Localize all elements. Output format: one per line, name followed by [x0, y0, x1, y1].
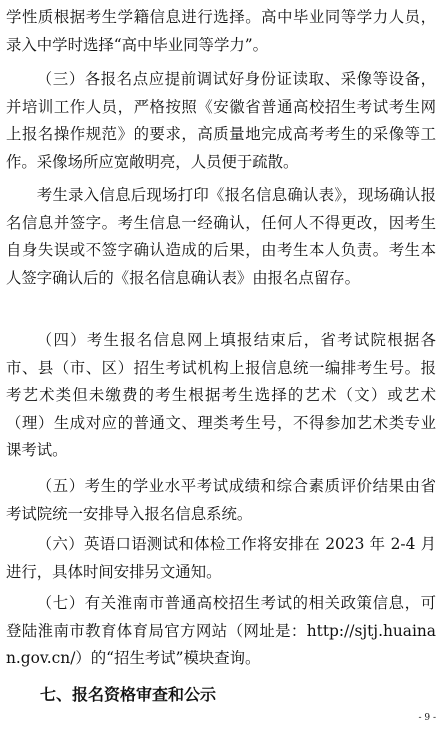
section-heading: 七、报名资格审查和公示 [40, 685, 217, 704]
paragraph-3: 考生录入信息后现场打印《报名信息确认表》，现场确认报名信息并签字。考生信息一经确认，任何人不得更改，因考生自身失误或不签字确认造成的后果，由考生本人负责。考生本人签字确认后的《报名信息确认表》由报名点留存。 [6, 186, 436, 287]
paragraph-5: （五）考生的学业水平考试成绩和综合素质评价结果由省考试院统一安排导入报名信息系统。 [6, 477, 436, 523]
paragraph-2: （三）各报名点应提前调试好身份证读取、采像等设备，并培训工作人员，严格按照《安徽省普通高校招生考试考生网上报名操作规范》的要求，高质量地完成高考考生的采像等工作。采像场所应宽敞明亮，人员便于疏散。 [6, 70, 436, 171]
paragraph-6: （六）英语口语测试和体检工作将安排在 2023 年 2-4 月进行，具体时间安排另文通知。 [6, 535, 436, 581]
paragraph-7: （七）有关淮南市普通高校招生考试的相关政策信息，可登陆淮南市教育体育局官方网站（网址是：http://sjtj.huainan.gov.cn/）的“招生考试”模块查询。 [6, 594, 436, 668]
paragraph-4: （四）考生报名信息网上填报结束后，省考试院根据各市、县（市、区）招生考试机构上报信息统一编排考生号。报考艺术类但未缴费的考生根据考生选择的艺术（文）或艺术（理）生成对应的普通文、理类考生号，不得参加艺术类专业课考试。 [6, 331, 436, 460]
paragraph-1: 学性质根据考生学籍信息进行选择。高中毕业同等学力人员，录入中学时选择“高中毕业同等学力”。 [6, 8, 436, 54]
page-number: - 9 - [418, 713, 436, 723]
